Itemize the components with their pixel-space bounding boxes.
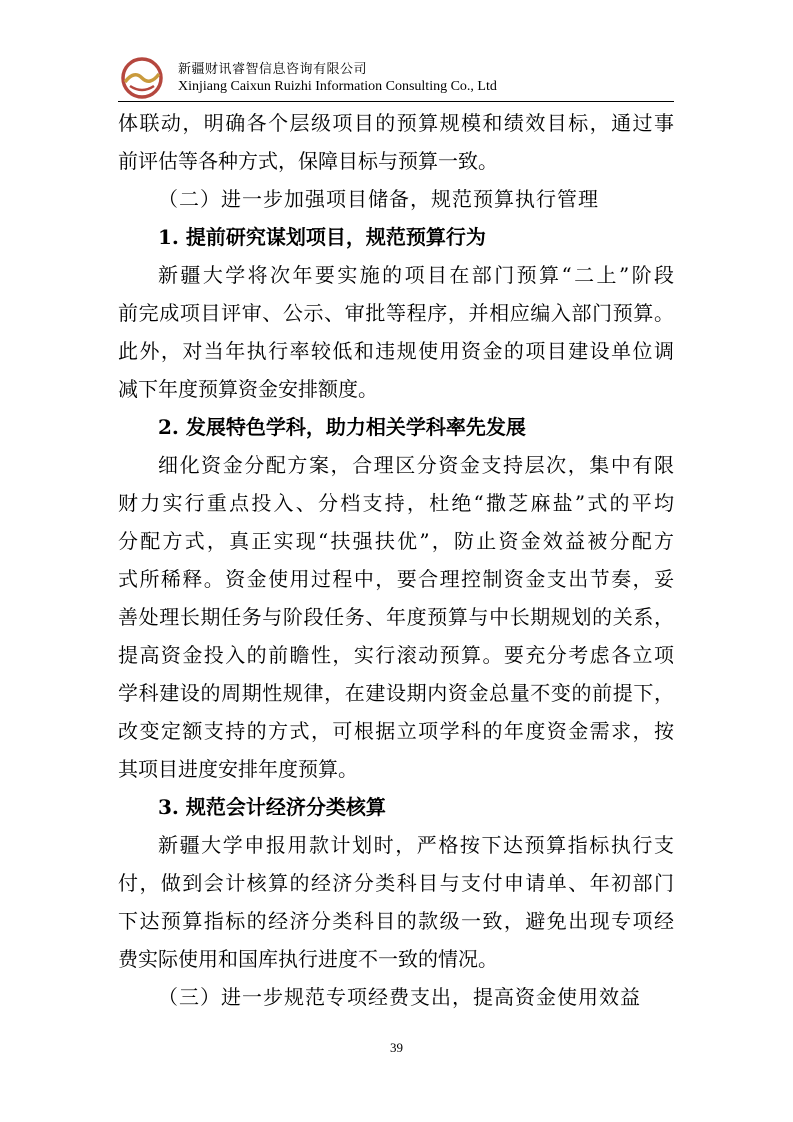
paragraph-line: 此外，对当年执行率较低和违规使用资金的项目建设单位调 xyxy=(118,339,674,363)
paragraph-line: 新疆大学申报用款计划时，严格按下达预算指标执行支 xyxy=(158,833,674,857)
paragraph-line: 改变定额支持的方式，可根据立项学科的年度资金需求，按 xyxy=(118,719,674,743)
document-body xyxy=(118,104,674,1016)
paragraph-line: 下达预算指标的经济分类科目的款级一致，避免出现专项经 xyxy=(118,909,674,933)
subsection-heading: 1. 提前研究谋划项目，规范预算行为 xyxy=(158,225,486,249)
paragraph-line: 体联动，明确各个层级项目的预算规模和绩效目标，通过事 xyxy=(118,111,674,135)
paragraph-line: 善处理长期任务与阶段任务、年度预算与中长期规划的关系， xyxy=(118,605,674,629)
company-name-cn: 新疆财讯睿智信息咨询有限公司 xyxy=(178,62,368,77)
paragraph-line: 付，做到会计核算的经济分类科目与支付申请单、年初部门 xyxy=(118,871,674,895)
section-heading: （二）进一步加强项目储备，规范预算执行管理 xyxy=(158,187,599,211)
paragraph-line: 前评估等各种方式，保障目标与预算一致。 xyxy=(118,149,498,173)
header-divider xyxy=(118,101,674,102)
paragraph-line: 新疆大学将次年要实施的项目在部门预算“二上”阶段 xyxy=(158,263,674,287)
subsection-heading: 2. 发展特色学科，助力相关学科率先发展 xyxy=(158,415,526,439)
paragraph-line: 费实际使用和国库执行进度不一致的情况。 xyxy=(118,947,498,971)
page-header xyxy=(120,56,674,102)
paragraph-line: 分配方式，真正实现“扶强扶优”，防止资金效益被分配方 xyxy=(118,529,674,553)
paragraph-line: 财力实行重点投入、分档支持，杜绝“撒芝麻盐”式的平均 xyxy=(118,491,674,515)
paragraph-line: 前完成项目评审、公示、审批等程序，并相应编入部门预算。 xyxy=(118,301,674,325)
paragraph-line: 提高资金投入的前瞻性，实行滚动预算。要充分考虑各立项 xyxy=(118,643,674,667)
paragraph-line: 减下年度预算资金安排额度。 xyxy=(118,377,378,401)
section-heading: （三）进一步规范专项经费支出，提高资金使用效益 xyxy=(158,985,641,1009)
company-name-en: Xinjiang Caixun Ruizhi Information Consulting Co., Ltd xyxy=(178,79,497,94)
company-logo-icon xyxy=(120,56,164,100)
subsection-heading: 3. 规范会计经济分类核算 xyxy=(158,795,386,819)
paragraph-line: 式所稀释。资金使用过程中，要合理控制资金支出节奏，妥 xyxy=(118,567,674,591)
paragraph-line: 其项目进度安排年度预算。 xyxy=(118,757,358,781)
paragraph-line: 细化资金分配方案，合理区分资金支持层次，集中有限 xyxy=(158,453,674,477)
paragraph-line: 学科建设的周期性规律，在建设期内资金总量不变的前提下， xyxy=(118,681,674,705)
page-number: 39 xyxy=(390,1040,403,1055)
